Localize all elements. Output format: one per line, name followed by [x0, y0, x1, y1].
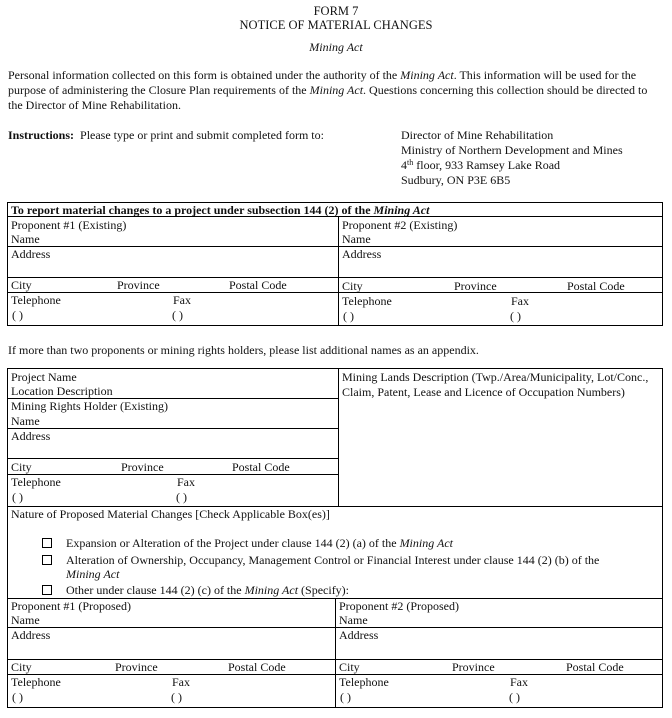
- mining-rights-holder-postal-field[interactable]: Postal Code: [232, 460, 290, 474]
- proponent1-existing-fax-field[interactable]: Fax: [173, 293, 191, 307]
- proponent2-existing-fax-paren: ( ): [510, 309, 521, 323]
- proponent1-proposed-fax-field[interactable]: Fax: [172, 675, 190, 689]
- proponent2-existing-name-field[interactable]: Name: [342, 232, 371, 246]
- proponent1-existing-name-field[interactable]: Name: [11, 232, 40, 246]
- mining-rights-holder-label: Mining Rights Holder (Existing): [11, 399, 168, 413]
- proponent1-existing-province-field[interactable]: Province: [117, 278, 160, 292]
- proponent2-proposed-telephone-paren: ( ): [340, 690, 351, 704]
- mining-rights-holder-fax-paren: ( ): [176, 490, 187, 504]
- mining-rights-holder-fax-field[interactable]: Fax: [177, 475, 195, 489]
- proponent2-proposed-fax-paren: ( ): [509, 690, 520, 704]
- expansion-checkbox[interactable]: [42, 538, 52, 548]
- proponent2-proposed-city-field[interactable]: City: [339, 660, 360, 674]
- expansion-option-label: Expansion or Alteration of the Project under clause 144 (2) (a) of the Mining Act: [66, 536, 453, 550]
- proponent2-existing-fax-field[interactable]: Fax: [511, 294, 529, 308]
- mining-rights-holder-telephone-paren: ( ): [12, 490, 23, 504]
- proponent1-proposed-label: Proponent #1 (Proposed): [11, 599, 131, 613]
- proponent2-existing-postal-field[interactable]: Postal Code: [567, 279, 625, 293]
- proponent1-proposed-postal-field[interactable]: Postal Code: [228, 660, 286, 674]
- proponent1-proposed-name-field[interactable]: Name: [11, 613, 40, 627]
- proponent2-existing-city-field[interactable]: City: [342, 279, 363, 293]
- form-number: FORM 7: [313, 4, 359, 18]
- mining-rights-holder-city-field[interactable]: City: [11, 460, 32, 474]
- mining-rights-holder-name-field[interactable]: Name: [11, 414, 40, 428]
- proponent1-existing-fax-paren: ( ): [172, 308, 183, 322]
- ownership-alteration-option-act: Mining Act: [66, 567, 120, 581]
- mining-rights-holder-province-field[interactable]: Province: [121, 460, 164, 474]
- proponent2-proposed-address-field[interactable]: Address: [339, 628, 379, 642]
- ownership-alteration-option-label: Alteration of Ownership, Occupancy, Management Control or Financial Interest under clause 144 (2) (b) of the: [66, 553, 600, 567]
- proponent2-proposed-label: Proponent #2 (Proposed): [339, 599, 459, 613]
- proponent1-proposed-telephone-paren: ( ): [12, 690, 23, 704]
- proponent2-proposed-fax-field[interactable]: Fax: [510, 675, 528, 689]
- section1-title: To report material changes to a project under subsection 144 (2) of the Mining Act: [11, 203, 430, 217]
- proponent2-existing-address-field[interactable]: Address: [342, 247, 382, 261]
- instructions: Instructions: Please type or print and submit completed form to:: [8, 128, 324, 142]
- proponent1-existing-label: Proponent #1 (Existing): [11, 218, 127, 232]
- proponent1-proposed-fax-paren: ( ): [171, 690, 182, 704]
- proponent1-proposed-telephone-field[interactable]: Telephone: [11, 675, 61, 689]
- mining-rights-holder-address-field[interactable]: Address: [11, 429, 51, 443]
- project-name-field[interactable]: Project Name: [11, 370, 77, 384]
- proponent2-proposed-postal-field[interactable]: Postal Code: [566, 660, 624, 674]
- proponent1-proposed-address-field[interactable]: Address: [11, 628, 51, 642]
- proponent2-proposed-province-field[interactable]: Province: [452, 660, 495, 674]
- proponent2-existing-telephone-field[interactable]: Telephone: [342, 294, 392, 308]
- proponent1-existing-telephone-paren: ( ): [12, 308, 23, 322]
- proponent2-proposed-name-field[interactable]: Name: [339, 613, 368, 627]
- act-subtitle: Mining Act: [309, 40, 363, 54]
- proponent1-existing-telephone-field[interactable]: Telephone: [11, 293, 61, 307]
- privacy-notice: Personal information collected on this form is obtained under the authority of the Mining Act. This information will be used for the purpose of administering the Closure Plan requirements of the Mining Act. Questions concerning this collection should be directed to the Director of Mine Rehabilitation.: [8, 68, 648, 112]
- proponent2-existing-province-field[interactable]: Province: [454, 279, 497, 293]
- submission-address: Director of Mine Rehabilitation Ministry of Northern Development and Mines 4th floor, 933 Ramsey Lake Road Sudbury, ON P3E 6B5: [401, 128, 623, 187]
- material-changes-heading: Nature of Proposed Material Changes [Check Applicable Box(es)]: [11, 507, 330, 521]
- other-change-option-label: Other under clause 144 (2) (c) of the Mining Act (Specify):: [66, 583, 350, 597]
- mining-rights-holder-telephone-field[interactable]: Telephone: [11, 475, 61, 489]
- proponent2-existing-telephone-paren: ( ): [343, 309, 354, 323]
- mining-lands-description-field[interactable]: Mining Lands Description (Twp./Area/Municipality, Lot/Conc., Claim, Patent, Lease and Licence of Occupation Numbers): [342, 370, 649, 399]
- proponent2-existing-label: Proponent #2 (Existing): [342, 218, 458, 232]
- other-change-checkbox[interactable]: [42, 585, 52, 595]
- appendix-note: If more than two proponents or mining rights holders, please list additional names as an appendix.: [8, 343, 479, 357]
- ownership-alteration-checkbox[interactable]: [42, 555, 52, 565]
- proponent1-proposed-city-field[interactable]: City: [11, 660, 32, 674]
- form-title: NOTICE OF MATERIAL CHANGES: [239, 18, 433, 32]
- location-description-field[interactable]: Location Description: [11, 384, 113, 398]
- proponent1-existing-city-field[interactable]: City: [11, 278, 32, 292]
- proponent2-proposed-telephone-field[interactable]: Telephone: [339, 675, 389, 689]
- proponent1-existing-postal-field[interactable]: Postal Code: [229, 278, 287, 292]
- proponent1-proposed-province-field[interactable]: Province: [115, 660, 158, 674]
- proponent1-existing-address-field[interactable]: Address: [11, 247, 51, 261]
